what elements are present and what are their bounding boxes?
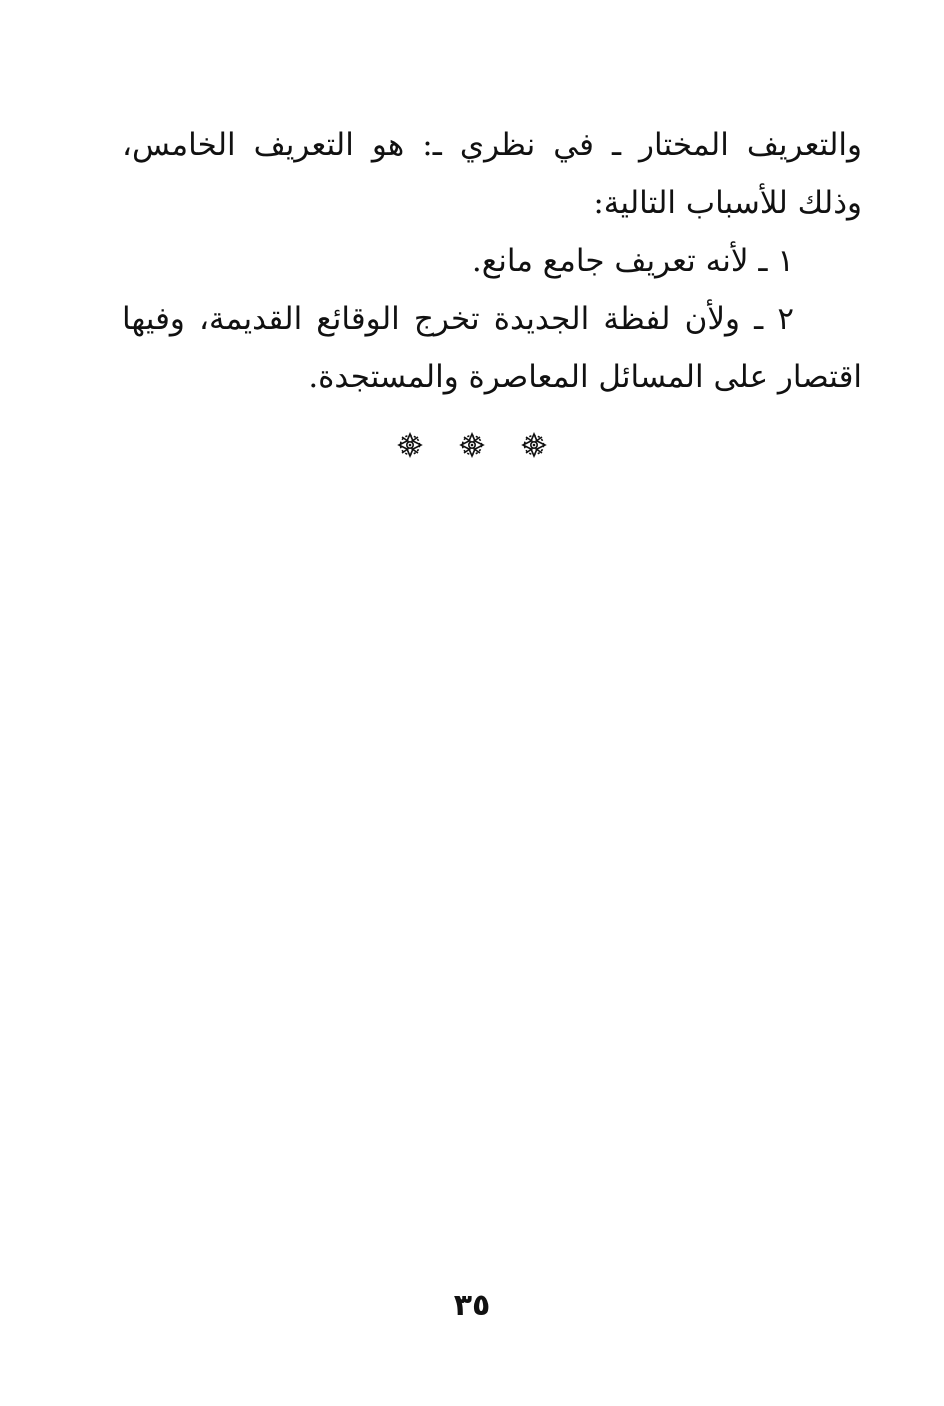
reason-item-2: ٢ ـ ولأن لفظة الجديدة تخرج الوقائع القديمة، وفيها اقتصار على المسائل المعاصرة والمستجدة. (122, 301, 862, 395)
floral-ornament-icon (459, 432, 485, 458)
floral-ornament-icon (521, 432, 547, 458)
reason-item-1: ١ ـ لأنه تعريف جامع مانع. (471, 243, 794, 279)
paragraph-chosen-definition: والتعريف المختار ـ في نظري ـ: هو التعريف الخامس، وذلك للأسباب التالية: (122, 127, 862, 221)
page-number: ٣٥ (453, 1288, 491, 1323)
body-text (122, 116, 862, 406)
section-divider (0, 432, 944, 458)
floral-ornament-icon (397, 432, 423, 458)
